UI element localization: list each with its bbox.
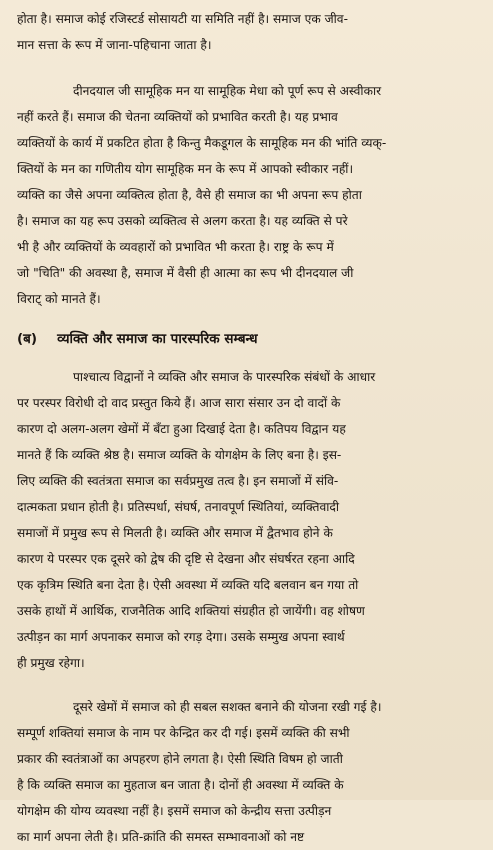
text-line: दीनदयाल जी सामूहिक मन या सामूहिक मेधा को पूर्ण रूप से अस्वीकार xyxy=(73,84,382,98)
text-line: मान सत्ता के रूप में जाना-पहिचाना जाता है। xyxy=(17,38,212,52)
text-line: व्यक्तियों के कार्य में प्रकटित होता है किन्तु मैकडूगल के सामूहिक मन की भांति व्यक्- xyxy=(17,136,387,150)
text-line: कारण ये परस्पर एक दूसरे को द्वेष की दृष्टि से देखना और संघर्षरत रहना आदि xyxy=(17,552,355,566)
text-line: दूसरे खेमों में समाज को ही सबल सशक्त बनाने की योजना रखी गई है। xyxy=(73,700,382,714)
text-line: एक कृत्रिम स्थिति बना देता है। ऐसी अवस्था में व्यक्ति यदि बलवान बन गया तो xyxy=(17,578,359,592)
text-line: का मार्ग अपना लेती है। प्रति-क्रांति की समस्त सम्भावनाओं को नष्ट xyxy=(17,830,305,844)
section-heading xyxy=(17,326,481,352)
text-line: है। समाज का यह रूप उसको व्यक्तित्व से अलग करता है। यह व्यक्ति से परे xyxy=(17,214,348,228)
text-line: भी है और व्यक्तियों के व्यवहारों को प्रभावित भी करता है। राष्ट्र के रूप में xyxy=(17,240,334,254)
text-line: पर परस्पर विरोधी दो वाद प्रस्तुत किये हैं। आज सारा संसार उन दो वादों के xyxy=(17,396,341,410)
text-line: व्यक्ति का जैसे अपना व्यक्तित्व होता है, वैसे ही समाज का भी अपना रूप होता xyxy=(17,188,362,202)
paragraph-1 xyxy=(17,6,481,58)
text-line: लिए व्यक्ति की स्वतंत्रता समाज का सर्वप्रमुख तत्व है। इन समाजों में संवि- xyxy=(17,474,339,488)
text-line: है कि व्यक्ति समाज का मुहताज बन जाता है। दोनों ही अवस्था में व्यक्ति के xyxy=(17,778,344,792)
text-line: विराट् को मानते हैं। xyxy=(17,292,101,306)
text-line: कारण दो अलग-अलग खेमों में बँटा हुआ दिखाई देता है। कतिपय विद्वान यह xyxy=(17,422,346,436)
text-line: जो "चिति" की अवस्था है, समाज में वैसी ही आत्मा का रूप भी दीनदयाल जी xyxy=(17,266,354,280)
paragraph-2 xyxy=(17,78,481,312)
text-line: उत्पीड़न का मार्ग अपनाकर समाज को रगड़ देगा। उसके सम्मुख अपना स्वार्थ xyxy=(17,630,345,644)
paragraph-4 xyxy=(17,694,481,850)
text-line: समाजों में प्रमुख रूप से मिलती है। व्यक्ति और समाज में द्वैतभाव होने के xyxy=(17,526,333,540)
text-line: प्रकार की स्वतंत्राओं का अपहरण होने लगता है। ऐसी स्थिति विषम हो जाती xyxy=(17,752,343,766)
section-title: व्यक्ति और समाज का पारस्परिक सम्बन्ध xyxy=(57,331,258,347)
paragraph-3 xyxy=(17,364,481,676)
text-line: पाश्चात्य विद्वानों ने व्यक्ति और समाज के पारस्परिक संबंधों के आधार xyxy=(73,370,376,384)
text-line: नहीं करते हैं। समाज की चेतना व्यक्तियों को प्रभावित करती है। यह प्रभाव xyxy=(17,110,338,124)
text-line: उसके हाथों में आर्थिक, राजनैतिक आदि शक्तियां संग्रहीत हो जायेंगी। वह शोषण xyxy=(17,604,365,618)
text-line: मानते हैं कि व्यक्ति श्रेष्ठ है। समाज व्यक्ति के योगक्षेम के लिए बना है। इस- xyxy=(17,448,342,462)
text-line: ही प्रमुख रहेगा। xyxy=(17,656,85,670)
text-line: दात्मकता प्रधान होती है। प्रतिस्पर्धा, संघर्ष, तनावपूर्ण स्थितियां, व्यक्तिवादी xyxy=(17,500,340,514)
section-marker: (ब) xyxy=(17,331,38,347)
text-line: योगक्षेम की योग्य व्यवस्था नहीं है। इसमें समाज को केन्द्रीय सत्ता उत्पीड़न xyxy=(17,804,332,818)
text-line: क्तियों के मन का गणितीय योग सामूहिक मन के रूप में आपको स्वीकार नहीं। xyxy=(17,162,354,176)
text-line: सम्पूर्ण शक्तियां समाज के नाम पर केन्द्रित कर दी गई। इसमें व्यक्ति की सभी xyxy=(17,726,350,740)
text-line: होता है। समाज कोई रजिस्टर्ड सोसायटी या समिति नहीं है। समाज एक जीव- xyxy=(17,12,348,26)
